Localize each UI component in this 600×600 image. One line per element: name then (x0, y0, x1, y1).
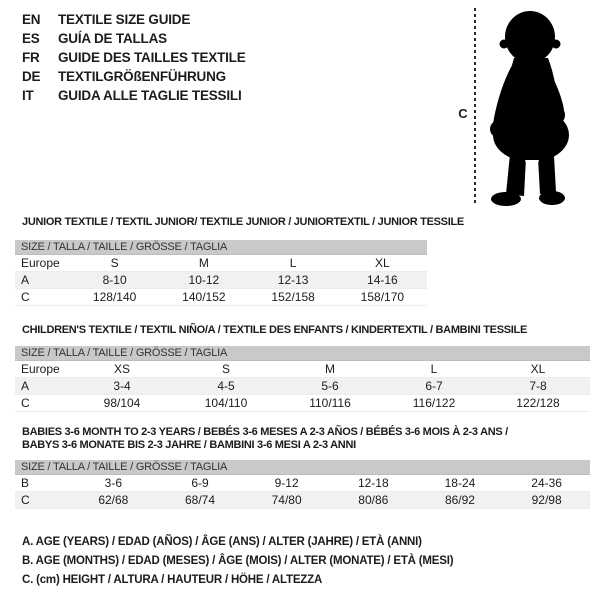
cell: 86/92 (417, 492, 504, 509)
cell: 3-4 (70, 378, 174, 395)
language-row (22, 86, 246, 105)
cell: 92/98 (503, 492, 590, 509)
cell: 3-6 (70, 475, 157, 492)
language-label: TEXTILE SIZE GUIDE (58, 12, 191, 27)
cell: M (159, 255, 248, 272)
cell: 140/152 (159, 289, 248, 306)
row-label: C (15, 289, 70, 306)
cell: 158/170 (338, 289, 427, 306)
cell: 8-10 (70, 272, 159, 289)
cell: 98/104 (70, 395, 174, 412)
table-row (15, 272, 427, 289)
cell: 128/140 (70, 289, 159, 306)
size-header-label: SIZE / TALLA / TAILLE / GRÖSSE / TAGLIA (15, 346, 590, 361)
table-row (15, 492, 590, 509)
language-code: FR (22, 50, 40, 65)
row-label: Europe (15, 255, 70, 272)
babies-title-line-2: BABYS 3-6 MONATE BIS 2-3 JAHRE / BAMBINI 3-6 MESI A 2-3 ANNI (22, 438, 356, 451)
cell: 10-12 (159, 272, 248, 289)
cell: 6-9 (157, 475, 244, 492)
size-header-bar (15, 460, 590, 475)
language-label: GUÍA DE TALLAS (58, 31, 167, 46)
row-label: A (15, 272, 70, 289)
cell: S (70, 255, 159, 272)
cell: 5-6 (278, 378, 382, 395)
language-code: ES (22, 31, 40, 46)
row-label: Europe (15, 361, 70, 378)
cell: 62/68 (70, 492, 157, 509)
size-header-bar (15, 240, 427, 255)
cell: 152/158 (249, 289, 338, 306)
size-header-label: SIZE / TALLA / TAILLE / GRÖSSE / TAGLIA (15, 460, 590, 475)
babies-section-title (22, 426, 508, 451)
cell: 74/80 (243, 492, 330, 509)
language-row (22, 67, 246, 86)
size-header-bar (15, 346, 590, 361)
cell: 12-13 (249, 272, 338, 289)
baby-silhouette-icon (478, 8, 586, 212)
table-row (15, 475, 590, 492)
language-row (22, 29, 246, 48)
table-row (15, 361, 590, 378)
cell: 7-8 (486, 378, 590, 395)
babies-size-table (15, 460, 590, 509)
table-row (15, 255, 427, 272)
cell: L (249, 255, 338, 272)
figure-height-label: C (458, 106, 468, 121)
row-label: C (15, 395, 70, 412)
cell: XS (70, 361, 174, 378)
language-row (22, 48, 246, 67)
cell: 122/128 (486, 395, 590, 412)
row-label: A (15, 378, 70, 395)
cell: 9-12 (243, 475, 330, 492)
cell: 24-36 (503, 475, 590, 492)
size-header-label: SIZE / TALLA / TAILLE / GRÖSSE / TAGLIA (15, 240, 427, 255)
cell: XL (338, 255, 427, 272)
language-label: GUIDE DES TAILLES TEXTILE (58, 50, 246, 65)
language-label: TEXTILGRÖßENFÜHRUNG (58, 69, 226, 84)
footnotes (22, 536, 453, 593)
cell: 68/74 (157, 492, 244, 509)
row-label: B (15, 475, 70, 492)
babies-title-line-1: BABIES 3-6 MONTH TO 2-3 YEARS / BEBÉS 3-6 MESES A 2-3 AÑOS / BÉBÉS 3-6 MOIS À 2-3 ANS / (22, 426, 508, 438)
footnote-c: C. (cm) HEIGHT / ALTURA / HAUTEUR / HÖHE / ALTEZZA (22, 574, 323, 586)
junior-size-table (15, 240, 427, 306)
cell: 110/116 (278, 395, 382, 412)
language-code: DE (22, 69, 41, 84)
cell: S (174, 361, 278, 378)
footnote-a: A. AGE (YEARS) / EDAD (AÑOS) / ÂGE (ANS) / ALTER (JAHRE) / ETÀ (ANNI) (22, 536, 422, 548)
language-label: GUIDA ALLE TAGLIE TESSILI (58, 88, 242, 103)
cell: M (278, 361, 382, 378)
cell: 4-5 (174, 378, 278, 395)
cell: XL (486, 361, 590, 378)
row-label: C (15, 492, 70, 509)
cell: 6-7 (382, 378, 486, 395)
cell: 80/86 (330, 492, 417, 509)
table-row (15, 289, 427, 306)
cell: 18-24 (417, 475, 504, 492)
table-row (15, 395, 590, 412)
height-dashed-line (474, 8, 476, 206)
language-code: IT (22, 88, 34, 103)
language-row (22, 10, 246, 29)
language-code: EN (22, 12, 41, 27)
cell: L (382, 361, 486, 378)
cell: 14-16 (338, 272, 427, 289)
language-list (22, 10, 246, 105)
table-row (15, 378, 590, 395)
children-section-title: CHILDREN'S TEXTILE / TEXTIL NIÑO/A / TEXTILE DES ENFANTS / KINDERTEXTIL / BAMBINI TESSILE (22, 324, 527, 336)
cell: 104/110 (174, 395, 278, 412)
children-size-table (15, 346, 590, 412)
junior-section-title: JUNIOR TEXTILE / TEXTIL JUNIOR/ TEXTILE JUNIOR / JUNIORTEXTIL / JUNIOR TESSILE (22, 216, 464, 228)
cell: 12-18 (330, 475, 417, 492)
cell: 116/122 (382, 395, 486, 412)
footnote-b: B. AGE (MONTHS) / EDAD (MESES) / ÂGE (MOIS) / ALTER (MONATE) / ETÀ (MESI) (22, 555, 454, 567)
